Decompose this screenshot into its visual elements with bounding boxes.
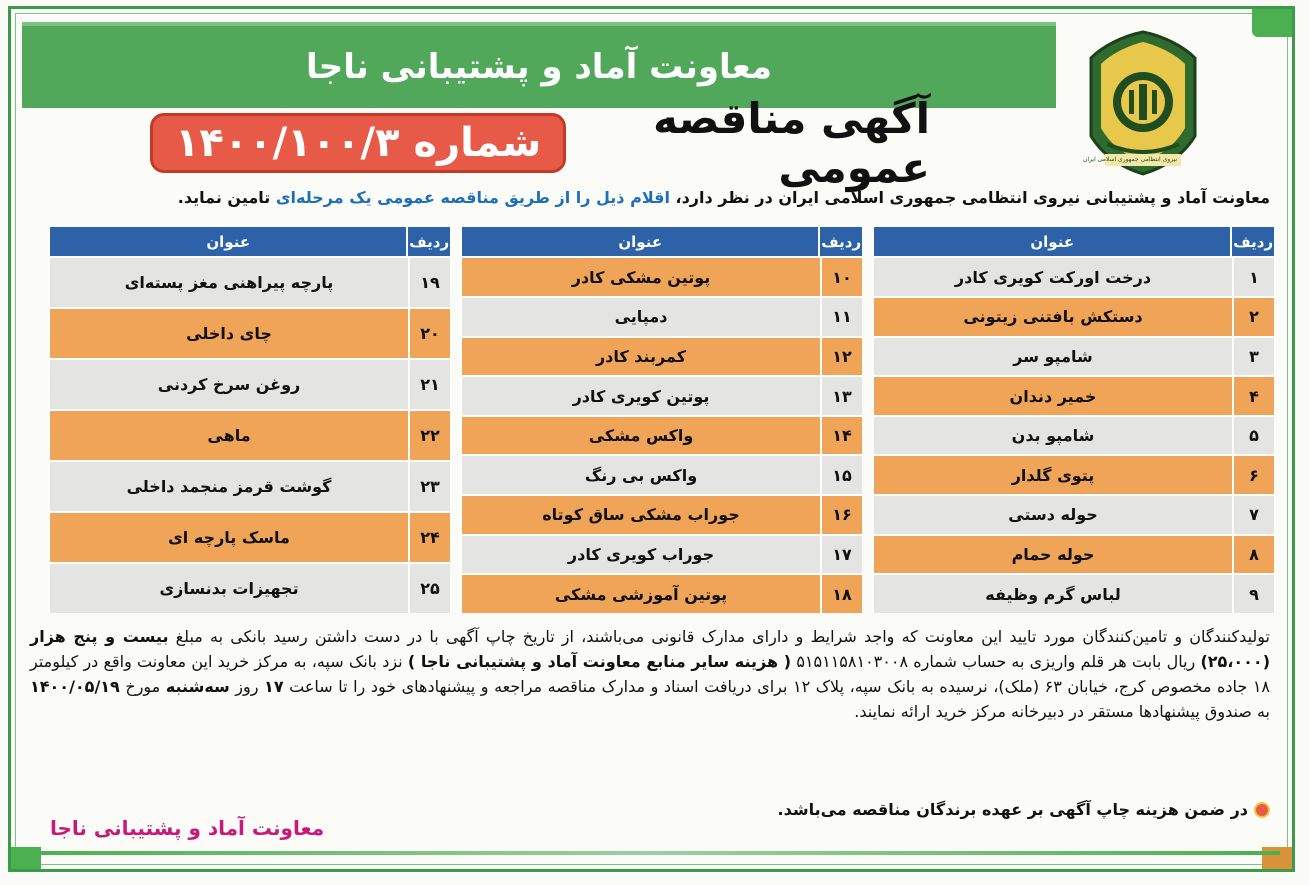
row-number: ۱۴	[820, 415, 862, 455]
row-number: ۱۱	[820, 296, 862, 336]
row-number: ۲۲	[408, 409, 450, 460]
row-number: ۸	[1232, 534, 1274, 574]
table-row	[460, 454, 862, 494]
item-title: پوتین آموزشی مشکی	[460, 573, 820, 613]
item-title: جوراب کویری کادر	[460, 534, 820, 574]
intro-part: معاونت آماد و پشتیبانی نیروی انتظامی جمهوری اسلامی ایران در نظر دارد،	[669, 188, 1270, 207]
item-title: حوله حمام	[872, 534, 1232, 574]
row-number: ۱۲	[820, 336, 862, 376]
printing-cost-note	[400, 800, 1270, 819]
item-title: ماسک پارچه ای	[48, 511, 408, 562]
item-title: لباس گرم وظیفه	[872, 573, 1232, 613]
table-row	[48, 307, 450, 358]
body-bold: ( هزینه سایر منابع معاونت آماد و پشتیبانی ناجا )	[407, 652, 792, 671]
row-header: ردیف	[1230, 227, 1274, 256]
row-number: ۲۰	[408, 307, 450, 358]
row-header: ردیف	[818, 227, 862, 256]
table-header	[460, 227, 862, 256]
body-segment: تولیدکنندگان و تامین‌کنندگان مورد تایید این معاونت که واجد شرایط و دارای مدارک قانونی می‌باشند، از تاریخ چاپ آگهی با در دست داشتن رسید بانکی به مبلغ	[168, 627, 1270, 646]
item-title: شامپو سر	[872, 336, 1232, 376]
item-title: دمپایی	[460, 296, 820, 336]
table-row	[460, 336, 862, 376]
body-segment: نزد بانک سپه، به مرکز خرید این معاونت واقع در کیلومتر ۱۸ جاده مخصوص کرج، خیابان ۶۳ (ملک)، نرسیده به بانک سپه، پلاک ۱۲ برای دریافت اسناد و مدارک مناقصه مراجعه و پیشنهادهای خود را تا ساعت	[30, 652, 1271, 696]
headline-title: آگهی مناقصه عمومی	[653, 94, 930, 192]
table-row	[872, 573, 1274, 613]
corner-decoration	[1252, 9, 1292, 37]
table-row	[872, 494, 1274, 534]
intro-part: تامین نماید.	[177, 188, 276, 207]
bottom-divider	[23, 851, 1280, 855]
row-number: ۱۰	[820, 256, 862, 296]
item-title: پتوی گلدار	[872, 454, 1232, 494]
body-bold: سه‌شنبه	[165, 677, 230, 696]
row-number: ۱۳	[820, 375, 862, 415]
signature: معاونت آماد و پشتیبانی ناجا	[50, 816, 325, 840]
table-row	[460, 296, 862, 336]
item-title: روغن سرخ کردنی	[48, 358, 408, 409]
items-tables	[38, 227, 1274, 613]
item-title: تجهیزات بدنسازی	[48, 562, 408, 613]
table-row	[872, 256, 1274, 296]
banner-title: معاونت آماد و پشتیبانی ناجا	[305, 47, 773, 87]
table-row	[48, 358, 450, 409]
emblem-caption: نیروی انتظامی جمهوری اسلامی ایران	[1083, 156, 1177, 163]
item-title: درخت اورکت کویری کادر	[872, 256, 1232, 296]
row-number: ۲	[1232, 296, 1274, 336]
title-header: عنوان	[460, 227, 818, 256]
row-number: ۳	[1232, 336, 1274, 376]
row-number: ۲۴	[408, 511, 450, 562]
item-title: واکس بی رنگ	[460, 454, 820, 494]
table-row	[48, 256, 450, 307]
body-bold: ۱۷	[264, 677, 284, 696]
row-number: ۱۸	[820, 573, 862, 613]
bullet-icon	[1254, 802, 1270, 818]
table-row	[48, 511, 450, 562]
item-title: گوشت قرمز منجمد داخلی	[48, 460, 408, 511]
body-segment: روز	[229, 677, 265, 696]
note-text: در ضمن هزینه چاپ آگهی بر عهده برندگان مناقصه می‌باشد.	[777, 800, 1248, 819]
table-header	[872, 227, 1274, 256]
item-title: چای داخلی	[48, 307, 408, 358]
item-title: پوتین کویری کادر	[460, 375, 820, 415]
police-emblem-icon	[1083, 28, 1203, 178]
row-number: ۵	[1232, 415, 1274, 455]
table-row	[872, 415, 1274, 455]
table-row	[460, 573, 862, 613]
intro-highlight: اقلام ذیل را از طریق مناقصه عمومی یک مرحله‌ای	[275, 188, 670, 207]
item-title: جوراب مشکی ساق کوتاه	[460, 494, 820, 534]
row-header: ردیف	[406, 227, 450, 256]
title-header: عنوان	[872, 227, 1230, 256]
table-row	[460, 375, 862, 415]
tender-number-badge: شماره ۱۴۰۰/۱۰۰/۳	[150, 113, 566, 173]
intro-text	[30, 188, 1270, 207]
row-number: ۱۶	[820, 494, 862, 534]
table-row	[460, 415, 862, 455]
table-row	[460, 256, 862, 296]
table-row	[48, 409, 450, 460]
item-title: شامپو بدن	[872, 415, 1232, 455]
row-number: ۱۹	[408, 256, 450, 307]
table-row	[460, 494, 862, 534]
table-row	[872, 296, 1274, 336]
row-number: ۱۵	[820, 454, 862, 494]
row-number: ۷	[1232, 494, 1274, 534]
table-row	[460, 534, 862, 574]
row-number: ۲۱	[408, 358, 450, 409]
item-title: پارچه پیراهنی مغز پسته‌ای	[48, 256, 408, 307]
title-header: عنوان	[48, 227, 406, 256]
table-row	[872, 454, 1274, 494]
table-row	[48, 460, 450, 511]
items-table-1	[872, 227, 1274, 613]
item-title: کمربند کادر	[460, 336, 820, 376]
row-number: ۱۷	[820, 534, 862, 574]
table-row	[872, 375, 1274, 415]
row-number: ۲۵	[408, 562, 450, 613]
table-header	[48, 227, 450, 256]
item-title: دستکش بافتنی زیتونی	[872, 296, 1232, 336]
item-title: پوتین مشکی کادر	[460, 256, 820, 296]
item-title: حوله دستی	[872, 494, 1232, 534]
body-segment: به صندوق پیشنهادها مستقر در دبیرخانه مرکز خرید ارائه نمایند.	[854, 702, 1270, 721]
item-title: خمیر دندان	[872, 375, 1232, 415]
item-title: واکس مشکی	[460, 415, 820, 455]
tender-headline	[150, 94, 930, 192]
row-number: ۹	[1232, 573, 1274, 613]
body-segment: ریال بابت هر قلم واریزی به حساب شماره ۵۱۵۱۱۵۸۱۰۳۰۰۸	[791, 652, 1201, 671]
tender-body-text	[30, 624, 1270, 724]
row-number: ۶	[1232, 454, 1274, 494]
body-bold: بیست و پنج هزار (۲۵،۰۰۰)	[30, 627, 1270, 671]
table-row	[872, 336, 1274, 376]
items-table-3	[48, 227, 450, 613]
body-bold: ۱۴۰۰/۰۵/۱۹	[30, 677, 120, 696]
table-row	[48, 562, 450, 613]
item-title: ماهی	[48, 409, 408, 460]
row-number: ۴	[1232, 375, 1274, 415]
body-segment: مورخ	[119, 677, 166, 696]
items-table-2	[460, 227, 862, 613]
row-number: ۱	[1232, 256, 1274, 296]
table-row	[872, 534, 1274, 574]
row-number: ۲۳	[408, 460, 450, 511]
